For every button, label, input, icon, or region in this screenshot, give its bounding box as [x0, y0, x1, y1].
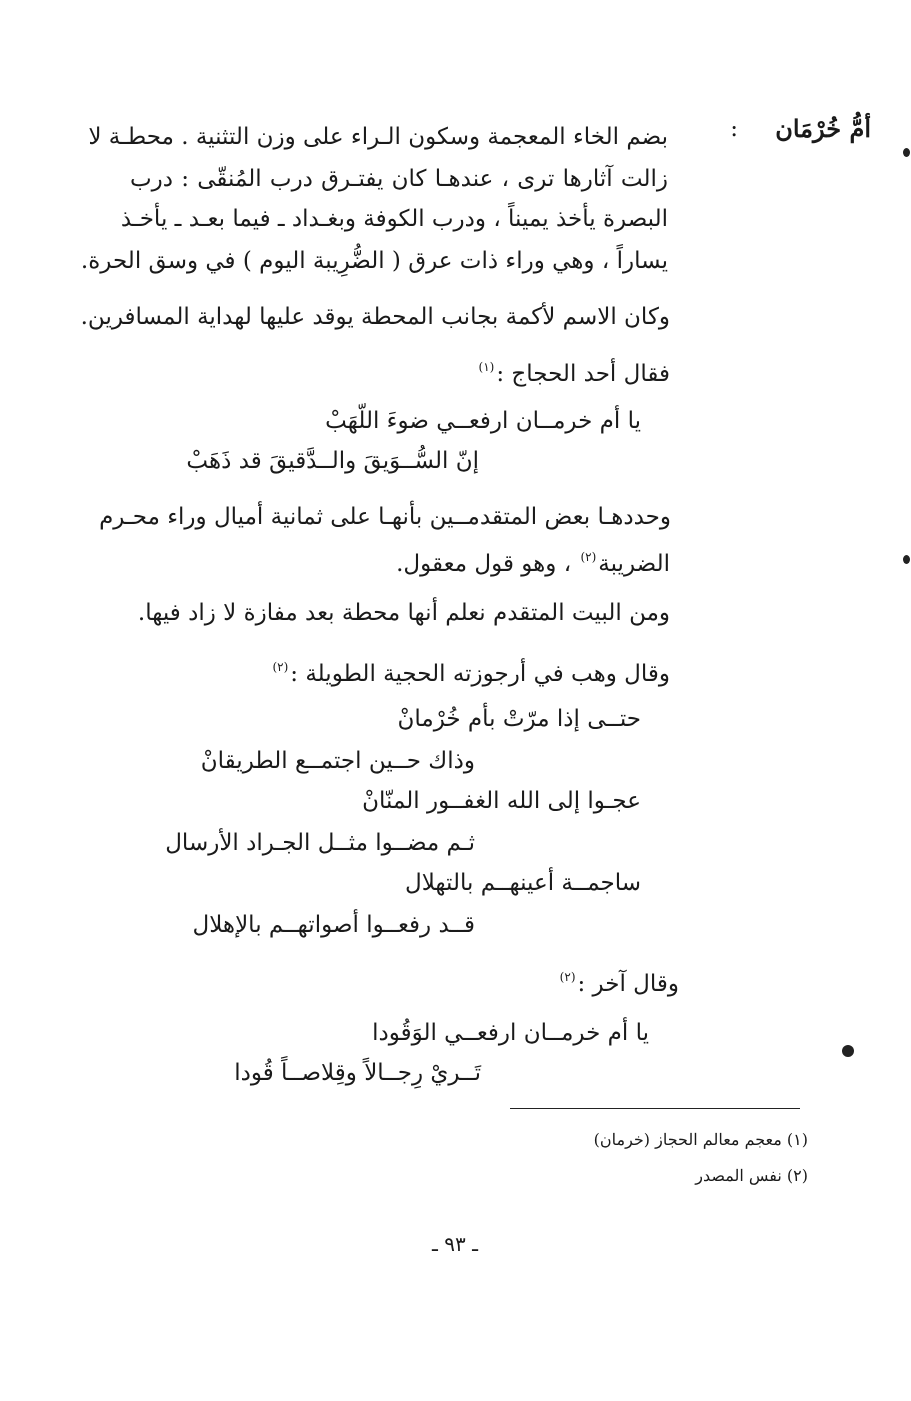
quote-intro-3	[558, 960, 679, 1001]
footnote-ref: (٢)	[580, 550, 597, 564]
footnote-ref: (٢)	[559, 970, 576, 984]
verse-2-line-6: قــد رفعــوا أصواتهــم بالإهلال	[192, 912, 475, 938]
quote-intro-2-text: وقال وهب في أرجوزته الحجية الطويلة :	[290, 661, 670, 687]
definition-line-3: البصرة يأخذ يميناً ، ودرب الكوفة وبغـداد ـ فيما بعـد ـ يأخـذ	[120, 206, 668, 232]
definition-line-2: زالت آثارها ترى ، عندهـا كان يفتـرق درب المُنقّى : درب	[130, 166, 668, 192]
footnote-ref: (٢)	[272, 660, 289, 674]
verse-2-line-2: وذاك حــين اجتمــع الطريقانْ	[200, 748, 475, 774]
verse-1-line-1: يا أم خرمــان ارفعــي ضوءَ اللّهَبْ	[325, 408, 641, 434]
footnote-1: (١) معجم معالم الحجاز (خرمان)	[593, 1130, 808, 1149]
headword-colon: :	[730, 116, 738, 142]
scan-mark	[842, 1045, 854, 1057]
location-text-a: الضريبة	[598, 551, 670, 577]
quote-intro-2	[270, 650, 670, 691]
page-number: ـ ٩٣ ـ	[432, 1232, 478, 1256]
verse-3-line-2: تَــريْ رِجــالاً وقِلاصــاً قُودا	[234, 1060, 481, 1086]
footnote-2: (٢) نفس المصدر	[695, 1166, 808, 1185]
footnote-ref: (١)	[478, 360, 495, 374]
verse-2-line-1: حتــى إذا مرّتْ بأم خُرْمانْ	[397, 706, 641, 732]
verse-3-line-1: يا أم خرمــان ارفعــي الوَقُودا	[372, 1020, 649, 1046]
paragraph-location-line-2	[396, 540, 670, 581]
footnote-separator	[510, 1108, 800, 1109]
definition-line-4: يساراً ، وهي وراء ذات عرق ( الضُّرِيبة اليوم ) في وسق الحرة.	[80, 248, 668, 274]
verse-2-line-5: ساجمــة أعينهــم بالتهلال	[405, 870, 641, 896]
scan-mark	[903, 555, 910, 564]
quote-intro-1-text: فقال أحد الحجاج :	[496, 361, 670, 387]
paragraph-location-line-1: وحددهـا بعض المتقدمــين بأنهـا على ثمانية أميال وراء محـرم	[99, 504, 671, 530]
verse-2-line-3: عجـوا إلى الله الغفــور المنّانْ	[362, 788, 641, 814]
verse-1-line-2: إنّ السُّــوَيقَ والــدَّقيقَ قد ذَهَبْ	[186, 448, 479, 474]
verse-2-line-4: ثـم مضــوا مثــل الجـراد الأرسال	[165, 830, 475, 856]
paragraph-verse-note: ومن البيت المتقدم نعلم أنها محطة بعد مفازة لا زاد فيها.	[137, 600, 670, 626]
paragraph-name-origin: وكان الاسم لأكمة بجانب المحطة يوقد عليها لهداية المسافرين.	[80, 304, 670, 330]
scan-mark	[903, 148, 910, 157]
definition-line-1: بضم الخاء المعجمة وسكون الـراء على وزن التثنية . محطـة لا	[88, 124, 668, 150]
quote-intro-3-text: وقال آخر :	[577, 971, 679, 997]
location-text-b: ، وهو قول معقول.	[396, 551, 579, 577]
entry-headword: أمُّ خُرْمَان	[775, 114, 871, 143]
quote-intro-1	[477, 350, 671, 391]
